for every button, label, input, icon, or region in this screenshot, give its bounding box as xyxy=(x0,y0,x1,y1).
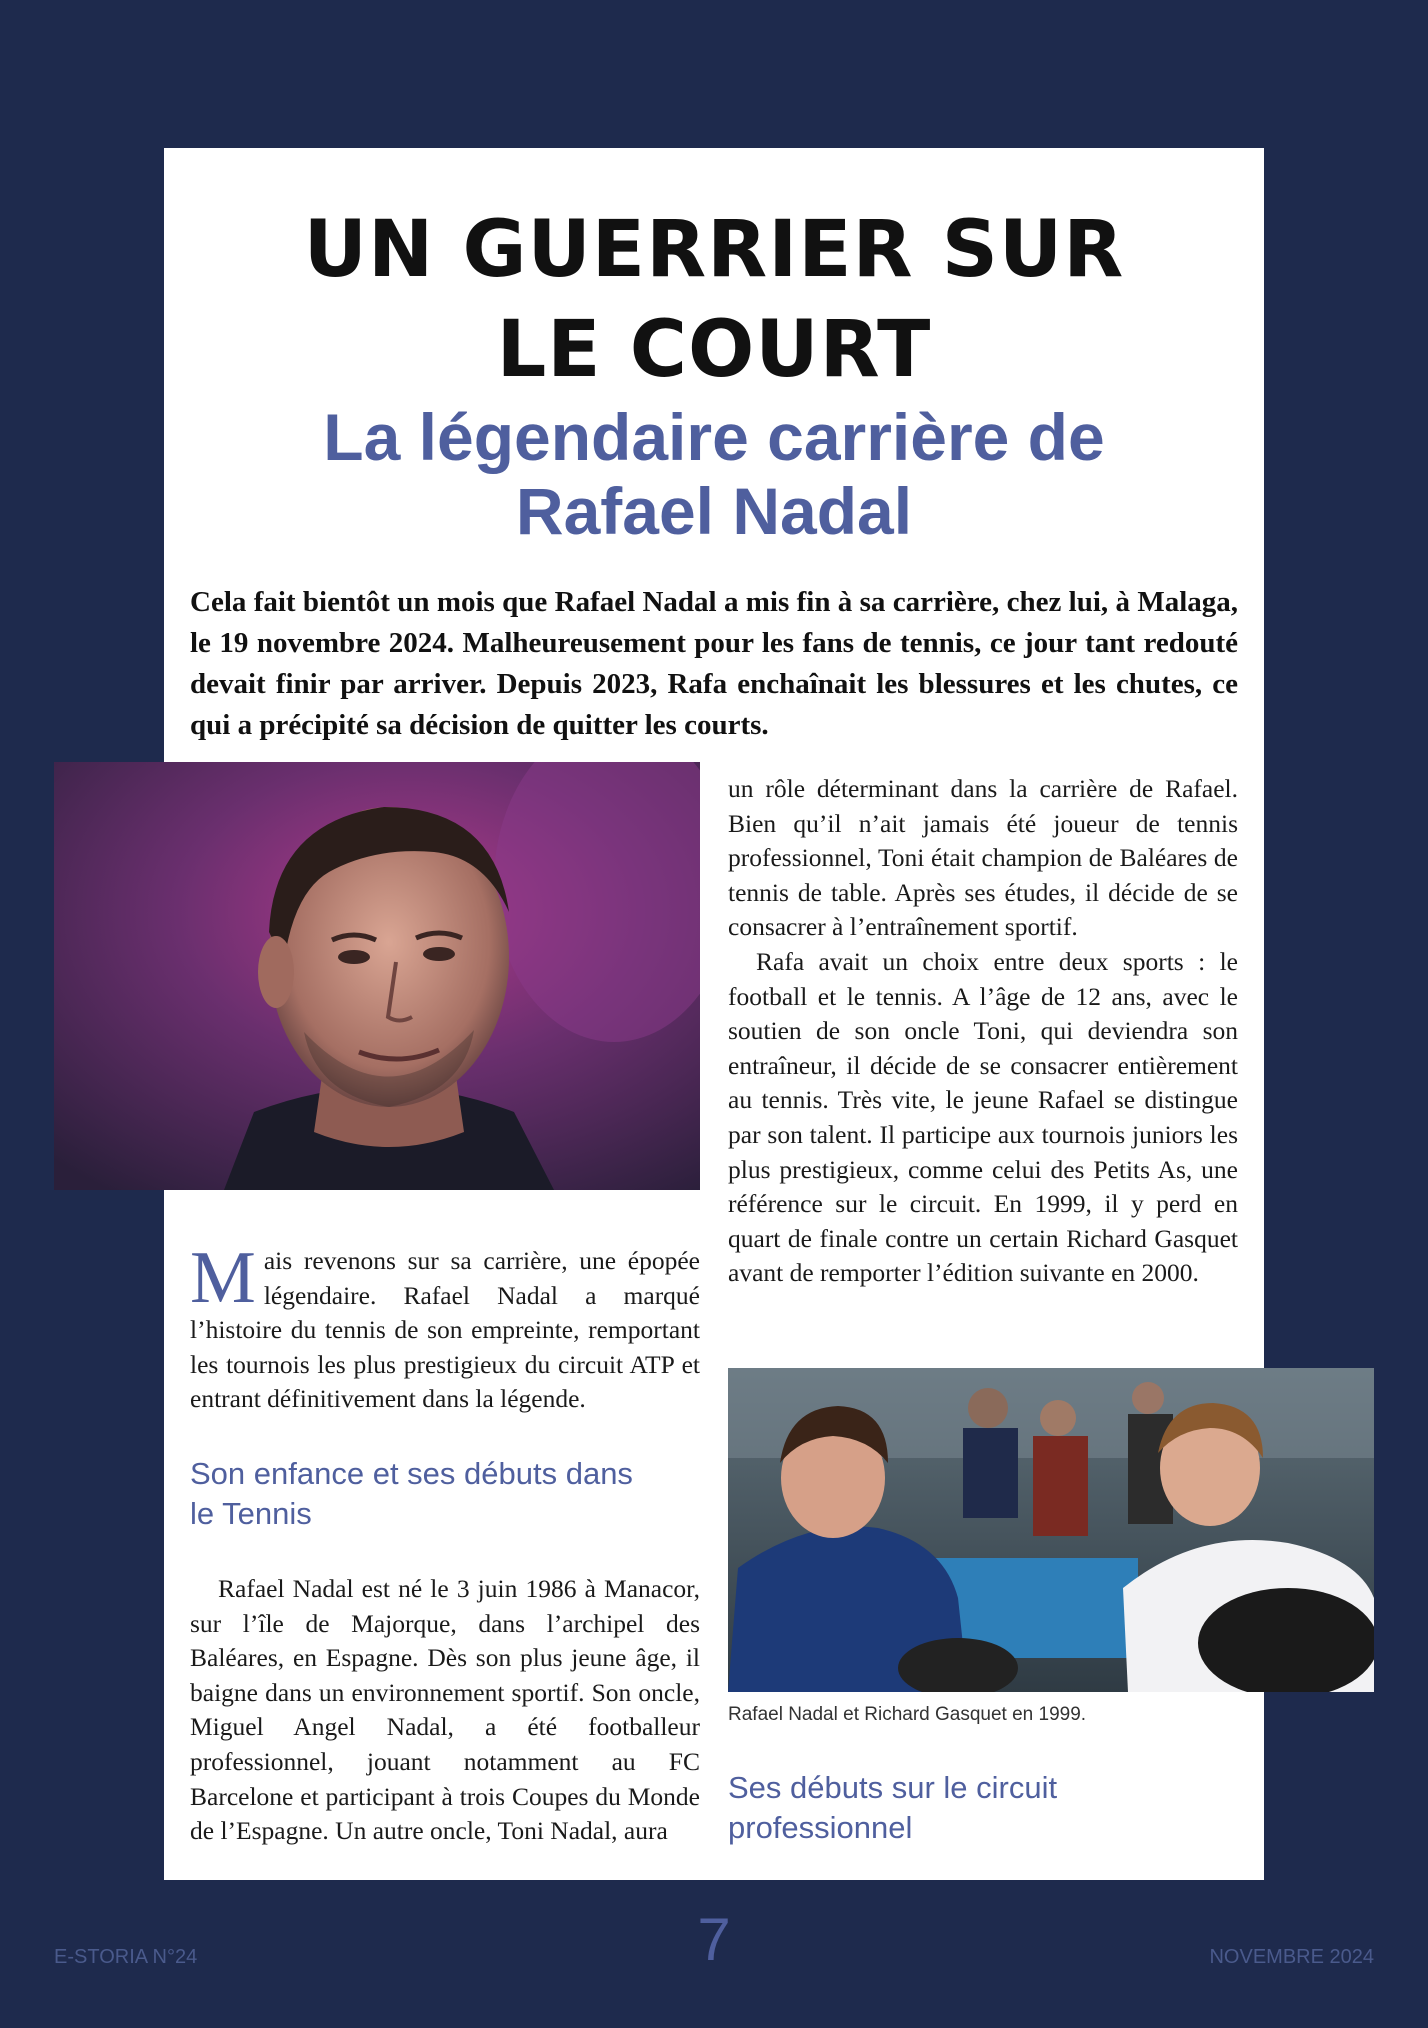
intro-body-text: ais revenons sur sa carrière, une épopée légendaire. Rafael Nadal a marqué l’histoire du tennis de son empreinte, remportant les tournois les plus prestigieux du circuit ATP et entrant définitivement dans la légende. xyxy=(190,1246,700,1414)
right-column xyxy=(728,772,1238,1291)
section-heading-childhood xyxy=(190,1454,710,1534)
article-title xyxy=(164,200,1264,400)
choice-paragraph: Rafa avait un choix entre deux sports : le football et le tennis. A l’âge de 12 ans, avec le soutien de son oncle Toni, qui deviendra son entraîneur, il décide de se consacrer entièrement au tennis. Très vite, le jeune Rafael se distingue par son talent. Il participe aux tournois juniors les plus prestigieux, comme celui des Petits As, une référence sur le circuit. En 1999, il y perd en quart de finale contre un certain Richard Gasquet avant de remporter l’édition suivante en 2000. xyxy=(728,946,1238,1288)
toni-paragraph: un rôle déterminant dans la carrière de Rafael. Bien qu’il n’ait jamais été joueur de tennis professionnel, Toni était champion de Baléares de tennis de table. Après ses études, il décide de se consacrer à l’entraînement sportif. xyxy=(728,774,1238,942)
dropcap-letter: M xyxy=(190,1237,256,1319)
section-heading-childhood-line-2: le Tennis xyxy=(190,1496,312,1531)
title-line-1: UN GUERRIER SUR xyxy=(303,205,1125,295)
section-heading-pro-debut xyxy=(728,1768,1248,1848)
page-number: 7 xyxy=(697,1906,731,1973)
intro-paragraph: Cela fait bientôt un mois que Rafael Nadal a mis fin à sa carrière, chez lui, à Malaga, le 19 novembre 2024. Malheureusement pour les fans de tennis, ce jour tant redouté devait finir par arriver. Depuis 2023, Rafa enchaînait les blessures et les chutes, ce qui a précipité sa décision de quitter les courts. xyxy=(190,586,1238,741)
issue-date: NOVEMBRE 2024 xyxy=(1209,1946,1374,1968)
section-heading-pro-debut-line-2: professionnel xyxy=(728,1810,913,1845)
subtitle-line-1: La légendaire carrière de xyxy=(323,400,1105,474)
nadal-portrait-photo xyxy=(54,762,700,1190)
title-line-2: LE COURT xyxy=(496,305,932,395)
section-heading-pro-debut-line-1: Ses débuts sur le circuit xyxy=(728,1770,1058,1805)
section-heading-childhood-line-1: Son enfance et ses débuts dans xyxy=(190,1456,633,1491)
childhood-paragraph: Rafael Nadal est né le 3 juin 1986 à Manacor, sur l’île de Majorque, dans l’archipel des Baléares, en Espagne. Dès son plus jeune âge, il baigne dans un environnement sportif. Son oncle, Miguel Angel Nadal, a été footballeur professionnel, jouant notamment au FC Barcelone et participant à trois Coupes du Monde de l’Espagne. Un autre oncle, Toni Nadal, aura xyxy=(190,1574,700,1846)
nadal-gasquet-1999-photo xyxy=(728,1368,1374,1692)
magazine-issue: E-STORIA N°24 xyxy=(54,1946,198,1968)
subtitle-line-2: Rafael Nadal xyxy=(515,474,913,548)
intro-body-paragraph xyxy=(190,1237,700,1417)
article-subtitle xyxy=(164,400,1264,548)
photo-caption: Rafael Nadal et Richard Gasquet en 1999. xyxy=(728,1704,1087,1725)
